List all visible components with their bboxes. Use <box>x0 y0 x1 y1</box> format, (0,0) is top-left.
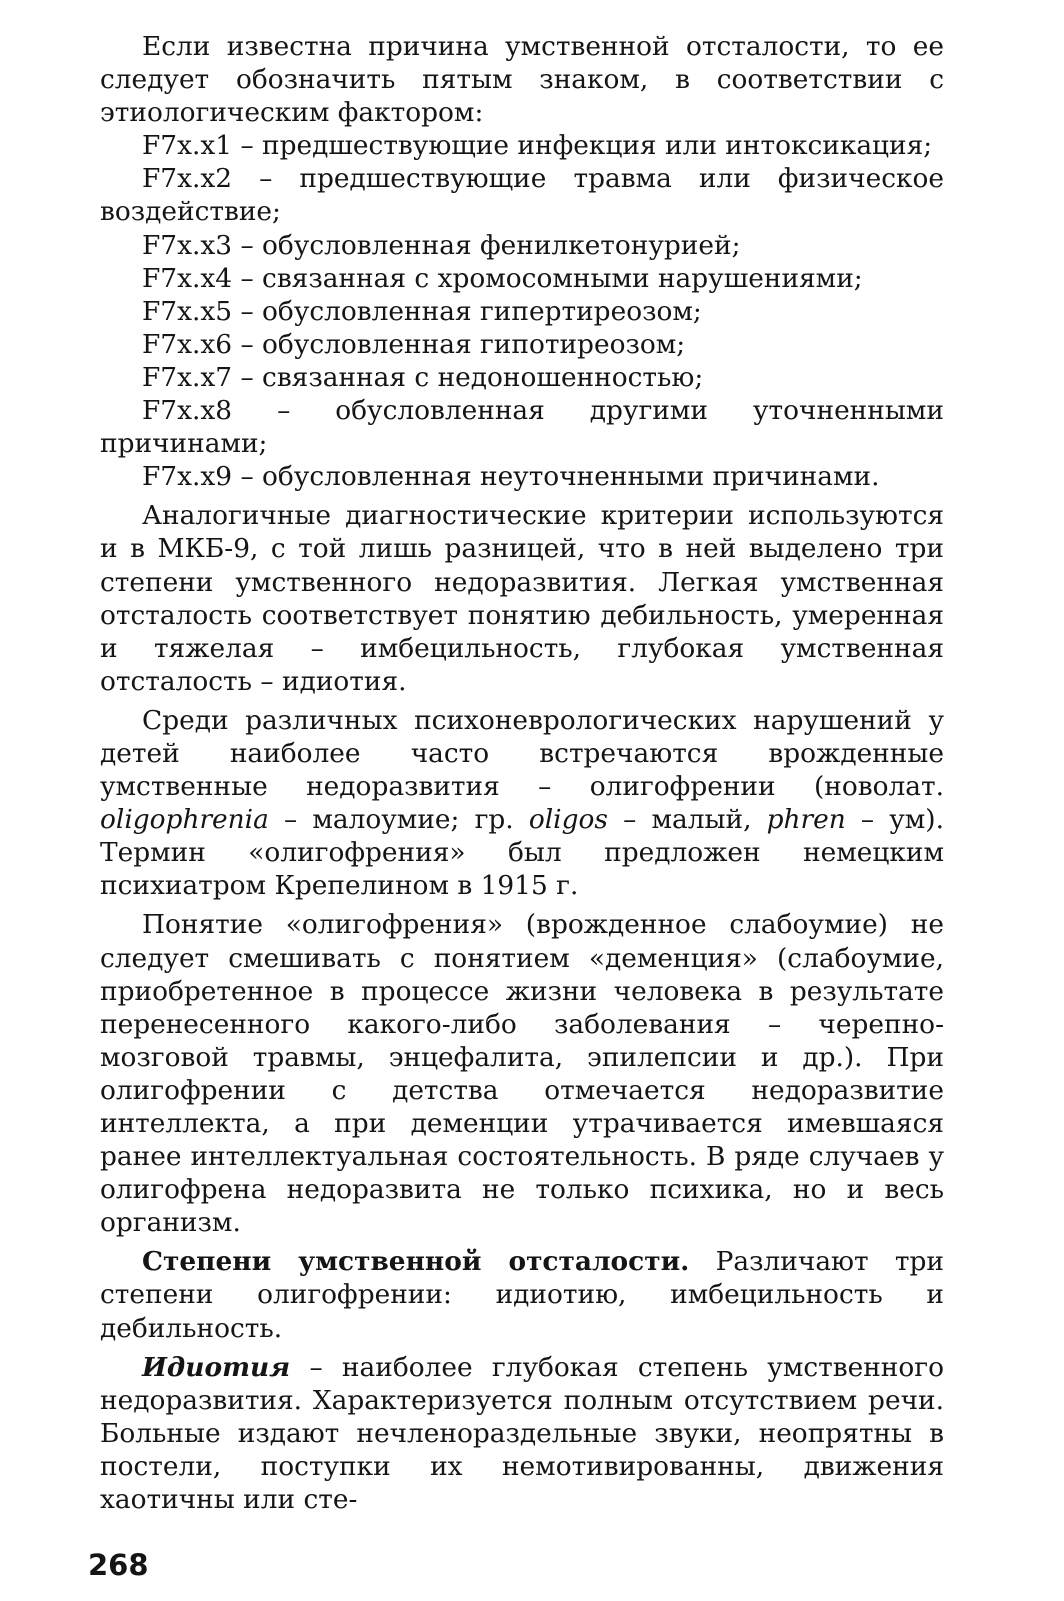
code-description: обусловленная гипертиреозом; <box>262 295 702 327</box>
code-dash: – <box>232 361 263 393</box>
code-item <box>100 328 944 361</box>
paragraph-icd9: Аналогичные диагностические критерии используются и в МКБ-9, с той лишь разницей, что в ней выделено три степени умственного недоразвития. Легкая умственная отсталость соответствует понятию дебильность, умеренная и тяжелая – имбецильность, глубокая умственная отсталость – идиотия. <box>100 500 944 697</box>
code-item <box>100 295 944 328</box>
code-label: F7x.x8 <box>142 395 233 427</box>
code-label: F7x.x7 <box>142 361 233 393</box>
code-dash: – <box>232 461 263 493</box>
code-description: связанная с недоношенностью; <box>262 361 704 393</box>
code-item <box>100 460 944 493</box>
code-item <box>100 394 944 460</box>
code-label: F7x.x3 <box>142 229 233 261</box>
code-label: F7x.x9 <box>142 461 233 493</box>
code-dash: – <box>232 229 263 261</box>
code-description: связанная с хромосомными нарушениями; <box>262 262 863 294</box>
intro-paragraph: Если известна причина умственной отсталости, то ее следует обозначить пятым знаком, в соответствии с этиологическим фактором: <box>100 31 944 129</box>
code-description: обусловленная неуточненными причинами. <box>262 461 880 493</box>
code-dash: – <box>232 328 263 360</box>
code-item <box>100 229 944 262</box>
code-dash: – <box>232 262 263 294</box>
code-item <box>100 262 944 295</box>
term-phren: phren <box>766 804 846 836</box>
degrees-text: Различают три степени олигофрении: идиотию, имбецильность и дебильность. <box>100 1246 944 1344</box>
code-description: обусловленная фенилкетонурией; <box>262 229 741 261</box>
code-description: обусловленная гипотиреозом; <box>262 328 686 360</box>
page-text <box>100 30 944 1516</box>
code-label: F7x.x2 <box>142 163 233 195</box>
oligophrenia-text-4: – ум). Термин «олигофрения» был предложен немецким психиатром Крепелином в 1915 г. <box>100 804 944 902</box>
code-description: предшествующие инфекция или интоксикация; <box>262 130 933 162</box>
paragraph-oligophrenia <box>100 704 944 903</box>
paragraph-dementia: Понятие «олигофрения» (врожденное слабоумие) не следует смешивать с понятием «деменция» (слабоумие, приобретенное в процессе жизни человека в результате перенесенного какого-либо заболевания – черепно-мозговой травмы, энцефалита, эпилепсии и др.). При олигофрении с детства отмечается недоразвитие интеллекта, а при деменции утрачивается имевшаяся ранее интеллектуальная состоятельность. В ряде случаев у олигофрена недоразвита не только психика, но и весь организм. <box>100 909 944 1239</box>
code-item <box>100 162 944 228</box>
oligophrenia-text-3: – малый, <box>607 804 767 836</box>
code-dash: – <box>232 163 300 195</box>
oligophrenia-text-2: – малоумие; гр. <box>268 804 529 836</box>
oligophrenia-text-1: Среди различных психоневрологических нарушений у детей наиболее часто встречаются врожденные умственные недоразвития – олигофрении (новолат. <box>100 704 944 803</box>
code-description: обусловленная другими уточненными причинами; <box>100 395 944 460</box>
code-label: F7x.x5 <box>142 295 233 327</box>
code-label: F7x.x1 <box>142 130 233 162</box>
code-list <box>100 129 944 493</box>
term-idiocy: Идиотия <box>142 1351 291 1383</box>
page-number: 268 <box>88 1548 149 1582</box>
paragraph-degrees <box>100 1245 944 1344</box>
code-item <box>100 129 944 162</box>
idiocy-text: – наиболее глубокая степень умственного недоразвития. Характеризуется полным отсутствием речи. Больные издают нечленораздельные звуки, неопрятны в постели, поступки их немотивированны, движения хаотичны или сте- <box>100 1351 944 1516</box>
code-description: предшествующие травма или физическое воздействие; <box>100 163 944 228</box>
code-item <box>100 361 944 394</box>
term-oligos: oligos <box>528 804 608 836</box>
code-dash: – <box>232 130 263 162</box>
paragraph-idiocy <box>100 1351 944 1516</box>
code-dash: – <box>232 395 336 427</box>
term-oligophrenia: oligophrenia <box>100 804 269 836</box>
code-label: F7x.x6 <box>142 328 233 360</box>
code-dash: – <box>232 295 263 327</box>
section-heading: Степени умственной отсталости. <box>142 1246 690 1278</box>
code-label: F7x.x4 <box>142 262 233 294</box>
